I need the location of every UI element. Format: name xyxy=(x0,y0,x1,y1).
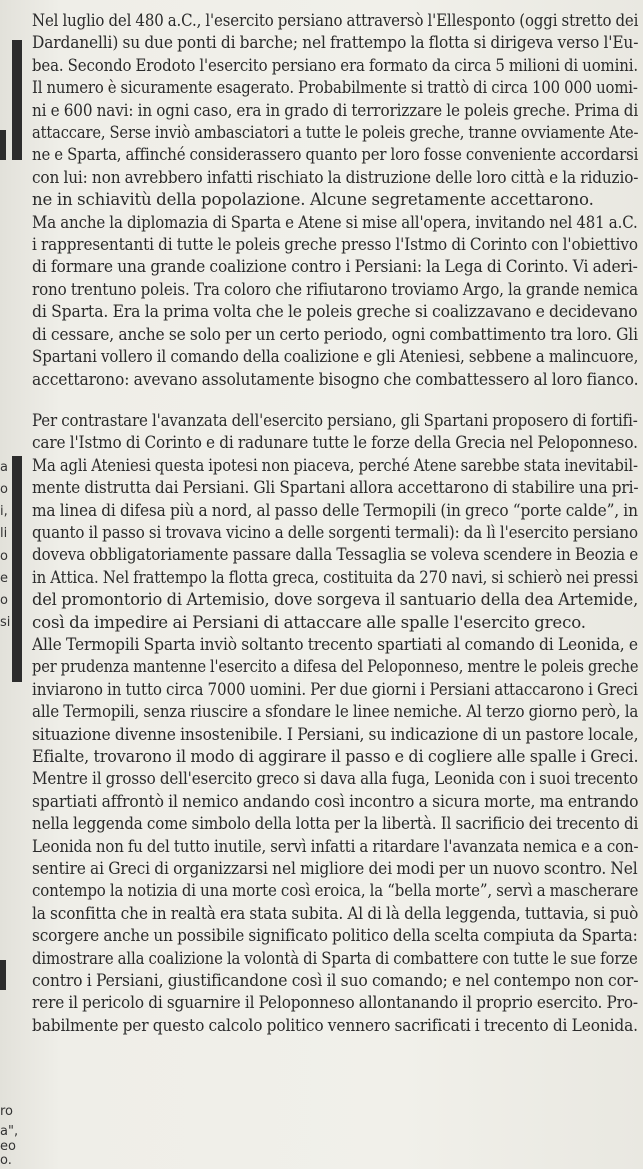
margin-fragment: li xyxy=(0,526,8,541)
text-line: del promontorio di Artemisio, dove sorgeva il santuario della dea Artemide, xyxy=(32,590,639,610)
text-line: inviarono in tutto circa 7000 uomini. Per due giorni i Persiani attaccarono i Greci xyxy=(32,679,638,699)
text-line: di cessare, anche se solo per un certo periodo, ogni combattimento tra loro. Gli xyxy=(32,324,638,344)
text-line: alle Termopili, senza riuscire a sfondare le linee nemiche. Al terzo giorno però, la xyxy=(32,702,639,722)
text-line: così da impedire ai Persiani di attaccare alle spalle l'esercito greco. xyxy=(32,612,586,632)
text-line: Nel luglio del 480 a.C., l'esercito persiano attraversò l'Ellesponto (oggi stretto dei xyxy=(32,11,639,30)
text-line: Mentre il grosso dell'esercito greco si dava alla fuga, Leonida con i suoi trecento xyxy=(32,769,638,789)
text-line: Ma anche la diplomazia di Sparta e Atene si mise all'opera, invitando nel 481 a.C. xyxy=(32,212,638,232)
paragraph xyxy=(32,10,638,212)
text-line: la sconfitta che in realtà era stata subita. Al di là della leggenda, tuttavia, si può xyxy=(32,903,639,923)
text-line: Leonida non fu del tutto inutile, servì infatti a ritardare l'avanzata nemica e a con- xyxy=(32,836,639,856)
margin-fragment: a xyxy=(0,460,8,475)
paragraph xyxy=(32,410,638,634)
margin-fragment: a", xyxy=(0,1124,19,1139)
text-line: ne e Sparta, affinché considerassero quanto per loro fosse conveniente accordarsi xyxy=(32,145,639,165)
text-line: con lui: non avrebbero infatti rischiato la distruzione delle loro città e la riduzio- xyxy=(32,167,639,187)
text-line: di Sparta. Era la prima volta che le poleis greche si coalizzavano e decidevano xyxy=(32,302,638,322)
text-line: situazione divenne insostenibile. I Persiani, su indicazione di un pastore locale, xyxy=(32,724,639,744)
text-line: per prudenza mantenne l'esercito a difesa del Peloponneso, mentre le poleis greche xyxy=(32,657,639,677)
text-line: nella leggenda come simbolo della lotta per la libertà. Il sacrificio dei trecento di xyxy=(32,814,639,834)
text-line: ma linea di difesa più a nord, al passo delle Termopili (in greco “porte calde”, in xyxy=(32,500,638,520)
paragraph xyxy=(32,212,638,391)
text-line: Dardanelli) su due ponti di barche; nel frattempo la flotta si dirigeva verso l'Eu- xyxy=(32,33,639,53)
margin-fragment: eo xyxy=(0,1139,16,1154)
text-line: quanto il passo si trovava vicino a delle sorgenti termali): da lì l'esercito persiano xyxy=(32,522,638,542)
text-line: mente distrutta dai Persiani. Gli Spartani allora accettarono di stabilire una pri- xyxy=(32,478,639,498)
margin-fragment: o xyxy=(0,593,8,608)
paragraph xyxy=(32,768,638,1037)
margin-fragment: si xyxy=(0,615,11,630)
margin-bar-top xyxy=(12,40,22,160)
text-line: Spartani vollero il comando della coalizione e gli Ateniesi, sebbene a malincuore, xyxy=(32,347,639,367)
margin-fragment: i, xyxy=(0,504,8,519)
text-line: rere il pericolo di sguarnire il Peloponneso allontanando il proprio esercito. Pro- xyxy=(32,993,638,1013)
margin-fragment: o. xyxy=(0,1153,12,1168)
text-line: care l'Istmo di Corinto e di radunare tutte le forze della Grecia nel Peloponneso. xyxy=(32,433,638,453)
body-text xyxy=(32,10,638,1037)
text-line: ni e 600 navi: in ogni caso, era in grado di terrorizzare le poleis greche. Prima di xyxy=(32,100,639,120)
text-line: contempo la notizia di una morte così eroica, la “bella morte”, servì a mascherare xyxy=(32,881,639,901)
text-line: accettarono: avevano assolutamente bisogno che combattessero al loro fianco. xyxy=(32,369,639,389)
margin-fragment: e xyxy=(0,571,8,586)
paragraph xyxy=(32,634,638,768)
text-line: bea. Secondo Erodoto l'esercito persiano era formato da circa 5 milioni di uomini. xyxy=(32,55,638,75)
margin-fragment: o xyxy=(0,549,8,564)
text-line: spartiati affrontò il nemico andando così incontro a sicura morte, ma entrando xyxy=(32,791,639,811)
text-line: attaccare, Serse inviò ambasciatori a tutte le poleis greche, tranne ovviamente Ate- xyxy=(32,123,639,143)
text-line: Per contrastare l'avanzata dell'esercito persiano, gli Spartani proposero di fortifi- xyxy=(32,410,638,430)
text-line: Efialte, trovarono il modo di aggirare il passo e di cogliere alle spalle i Greci. xyxy=(32,747,639,766)
text-line: i rappresentanti di tutte le poleis greche presso l'Istmo di Corinto con l'obiettivo xyxy=(32,235,638,255)
text-line: Ma agli Ateniesi questa ipotesi non piaceva, perché Atene sarebbe stata inevitabil- xyxy=(32,455,638,475)
text-line: sentire ai Greci di organizzarsi nel migliore dei modi per un nuovo scontro. Nel xyxy=(32,859,638,879)
text-line: ne in schiavitù della popolazione. Alcune segretamente accettarono. xyxy=(32,190,594,210)
text-line: contro i Persiani, giustificandone così il suo comando; e nel contempo non cor- xyxy=(32,971,639,991)
margin-fragment: o xyxy=(0,482,8,497)
margin-fragment: ro xyxy=(0,1104,14,1119)
text-line: dimostrare alla coalizione la volontà di Sparta di combattere con tutte le sue forze xyxy=(32,948,638,968)
text-line: babilmente per questo calcolo politico vennero sacrificati i trecento di Leonida. xyxy=(32,1015,638,1035)
text-line: Il numero è sicuramente esagerato. Probabilmente si trattò di circa 100 000 uomi- xyxy=(32,78,638,98)
margin-bar-bottom xyxy=(0,960,6,990)
text-line: doveva obbligatoriamente passare dalla Tessaglia se voleva scendere in Beozia e xyxy=(32,545,639,565)
text-line: scorgere anche un possibile significato politico della scelta compiuta da Sparta: xyxy=(32,926,638,946)
text-line: di formare una grande coalizione contro i Persiani: la Lega di Corinto. Vi aderi- xyxy=(32,257,638,277)
text-line: Alle Termopili Sparta inviò soltanto trecento spartiati al comando di Leonida, e xyxy=(32,634,638,654)
text-line: rono trentuno poleis. Tra coloro che rifiutarono troviamo Argo, la grande nemica xyxy=(32,279,639,299)
margin-bar-left xyxy=(0,130,6,160)
text-line: in Attica. Nel frattempo la flotta greca, costituita da 270 navi, si schierò nei pressi xyxy=(32,567,639,587)
